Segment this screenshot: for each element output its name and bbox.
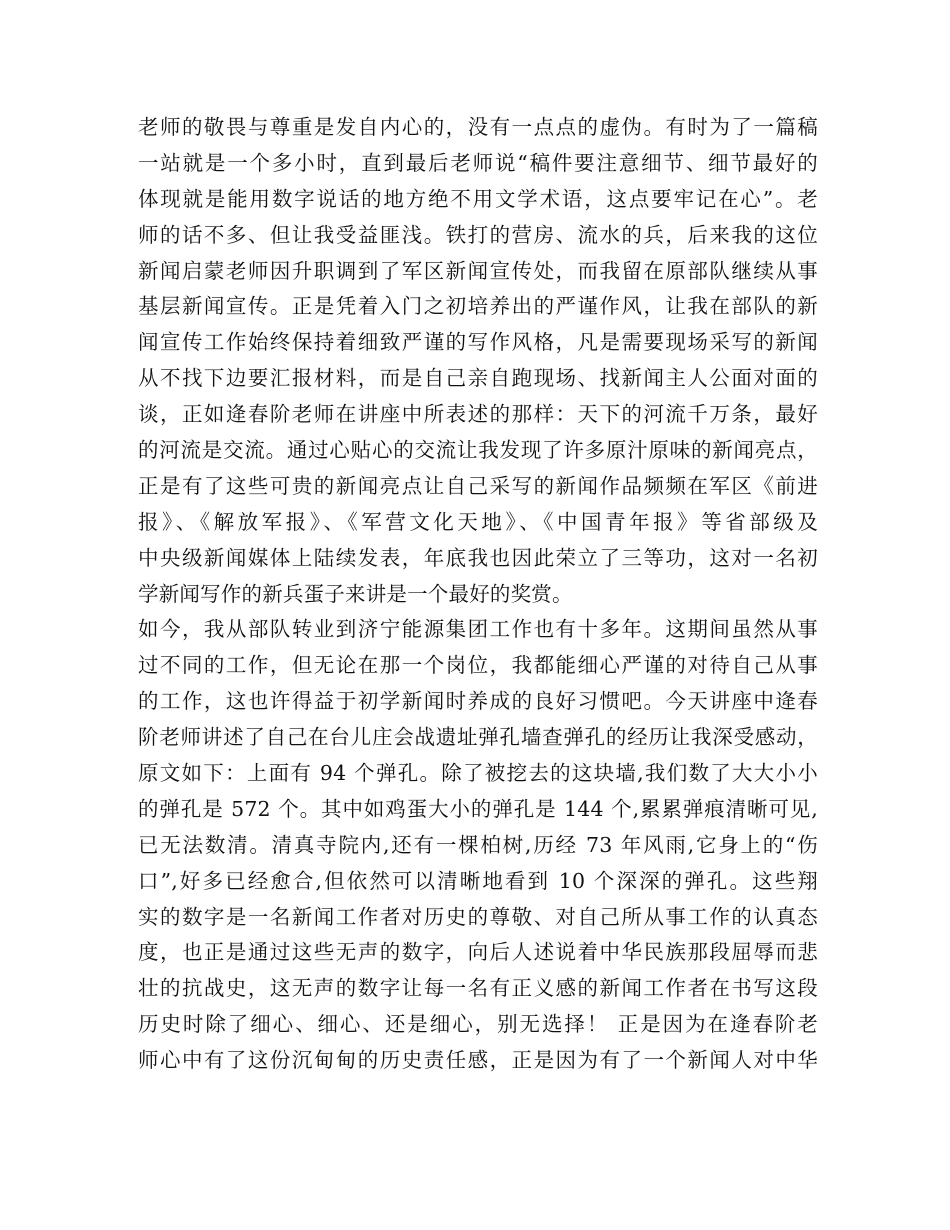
text-line: 的弹孔是 572 个。其中如鸡蛋大小的弹孔是 144 个,累累弹痕清晰可见, [138,796,818,821]
text-line: 历史时除了细心、细心、还是细心，别无选择！ 正是因为在逄春阶老 [138,1012,818,1037]
text-line: 阶老师讲述了自己在台儿庄会战遗址弹孔墙查弹孔的经历让我深受感动， [138,725,818,750]
text-line: 过不同的工作，但无论在那一个岗位，我都能细心严谨的对待自己从事 [138,653,818,678]
text-line: 报》、《解放军报》、《军营文化天地》、《中国青年报》等省部级及 [138,509,818,534]
text-line: 口”,好多已经愈合,但依然可以清晰地看到 10 个深深的弹孔。这些翔 [138,868,818,893]
text-line: 一站就是一个多小时，直到最后老师说“稿件要注意细节、细节最好的 [138,150,818,175]
text-line: 的河流是交流。通过心贴心的交流让我发现了许多原汁原味的新闻亮点， [138,438,818,463]
text-line: 实的数字是一名新闻工作者对历史的尊敬、对自己所从事工作的认真态 [138,904,818,929]
text-line: 老师的敬畏与尊重是发自内心的，没有一点点的虚伪。有时为了一篇稿 [138,115,818,139]
text-line: 师的话不多、但让我受益匪浅。铁打的营房、流水的兵，后来我的这位 [138,222,818,247]
text-line: 学新闻写作的新兵蛋子来讲是一个最好的奖赏。 [138,581,573,606]
text-line: 谈，正如逄春阶老师在讲座中所表述的那样：天下的河流千万条，最好 [138,402,818,427]
text-line: 师心中有了这份沉甸甸的历史责任感，正是因为有了一个新闻人对中华 [138,1048,818,1073]
text-line: 的工作，这也许得益于初学新闻时养成的良好习惯吧。今天讲座中逄春 [138,689,818,714]
text-line: 壮的抗战史，这无声的数字让每一名有正义感的新闻工作者在书写这段 [138,976,818,1001]
text-line: 已无法数清。清真寺院内,还有一棵柏树,历经 73 年风雨,它身上的“伤 [138,832,818,857]
text-line: 中央级新闻媒体上陆续发表，年底我也因此荣立了三等功，这对一名初 [138,545,818,570]
text-line: 新闻启蒙老师因升职调到了军区新闻宣传处，而我留在原部队继续从事 [138,258,818,283]
text-line: 体现就是能用数字说话的地方绝不用文学术语，这点要牢记在心”。老 [138,186,818,211]
text-line: 闻宣传工作始终保持着细致严谨的写作风格，凡是需要现场采写的新闻 [138,330,818,355]
text-line: 基层新闻宣传。正是凭着入门之初培养出的严谨作风，让我在部队的新 [138,294,818,319]
body-text [138,110,818,1079]
text-line: 正是有了这些可贵的新闻亮点让自己采写的新闻作品频频在军区《前进 [138,473,818,498]
text-line: 从不找下边要汇报材料，而是自己亲自跑现场、找新闻主人公面对面的 [138,366,818,391]
text-line: 原文如下：上面有 94 个弹孔。除了被挖去的这块墙,我们数了大大小小 [138,761,818,786]
text-line: 如今，我从部队转业到济宁能源集团工作也有十多年。这期间虽然从事 [138,617,818,642]
text-line: 度，也正是通过这些无声的数字，向后人述说着中华民族那段屈辱而悲 [138,940,818,965]
